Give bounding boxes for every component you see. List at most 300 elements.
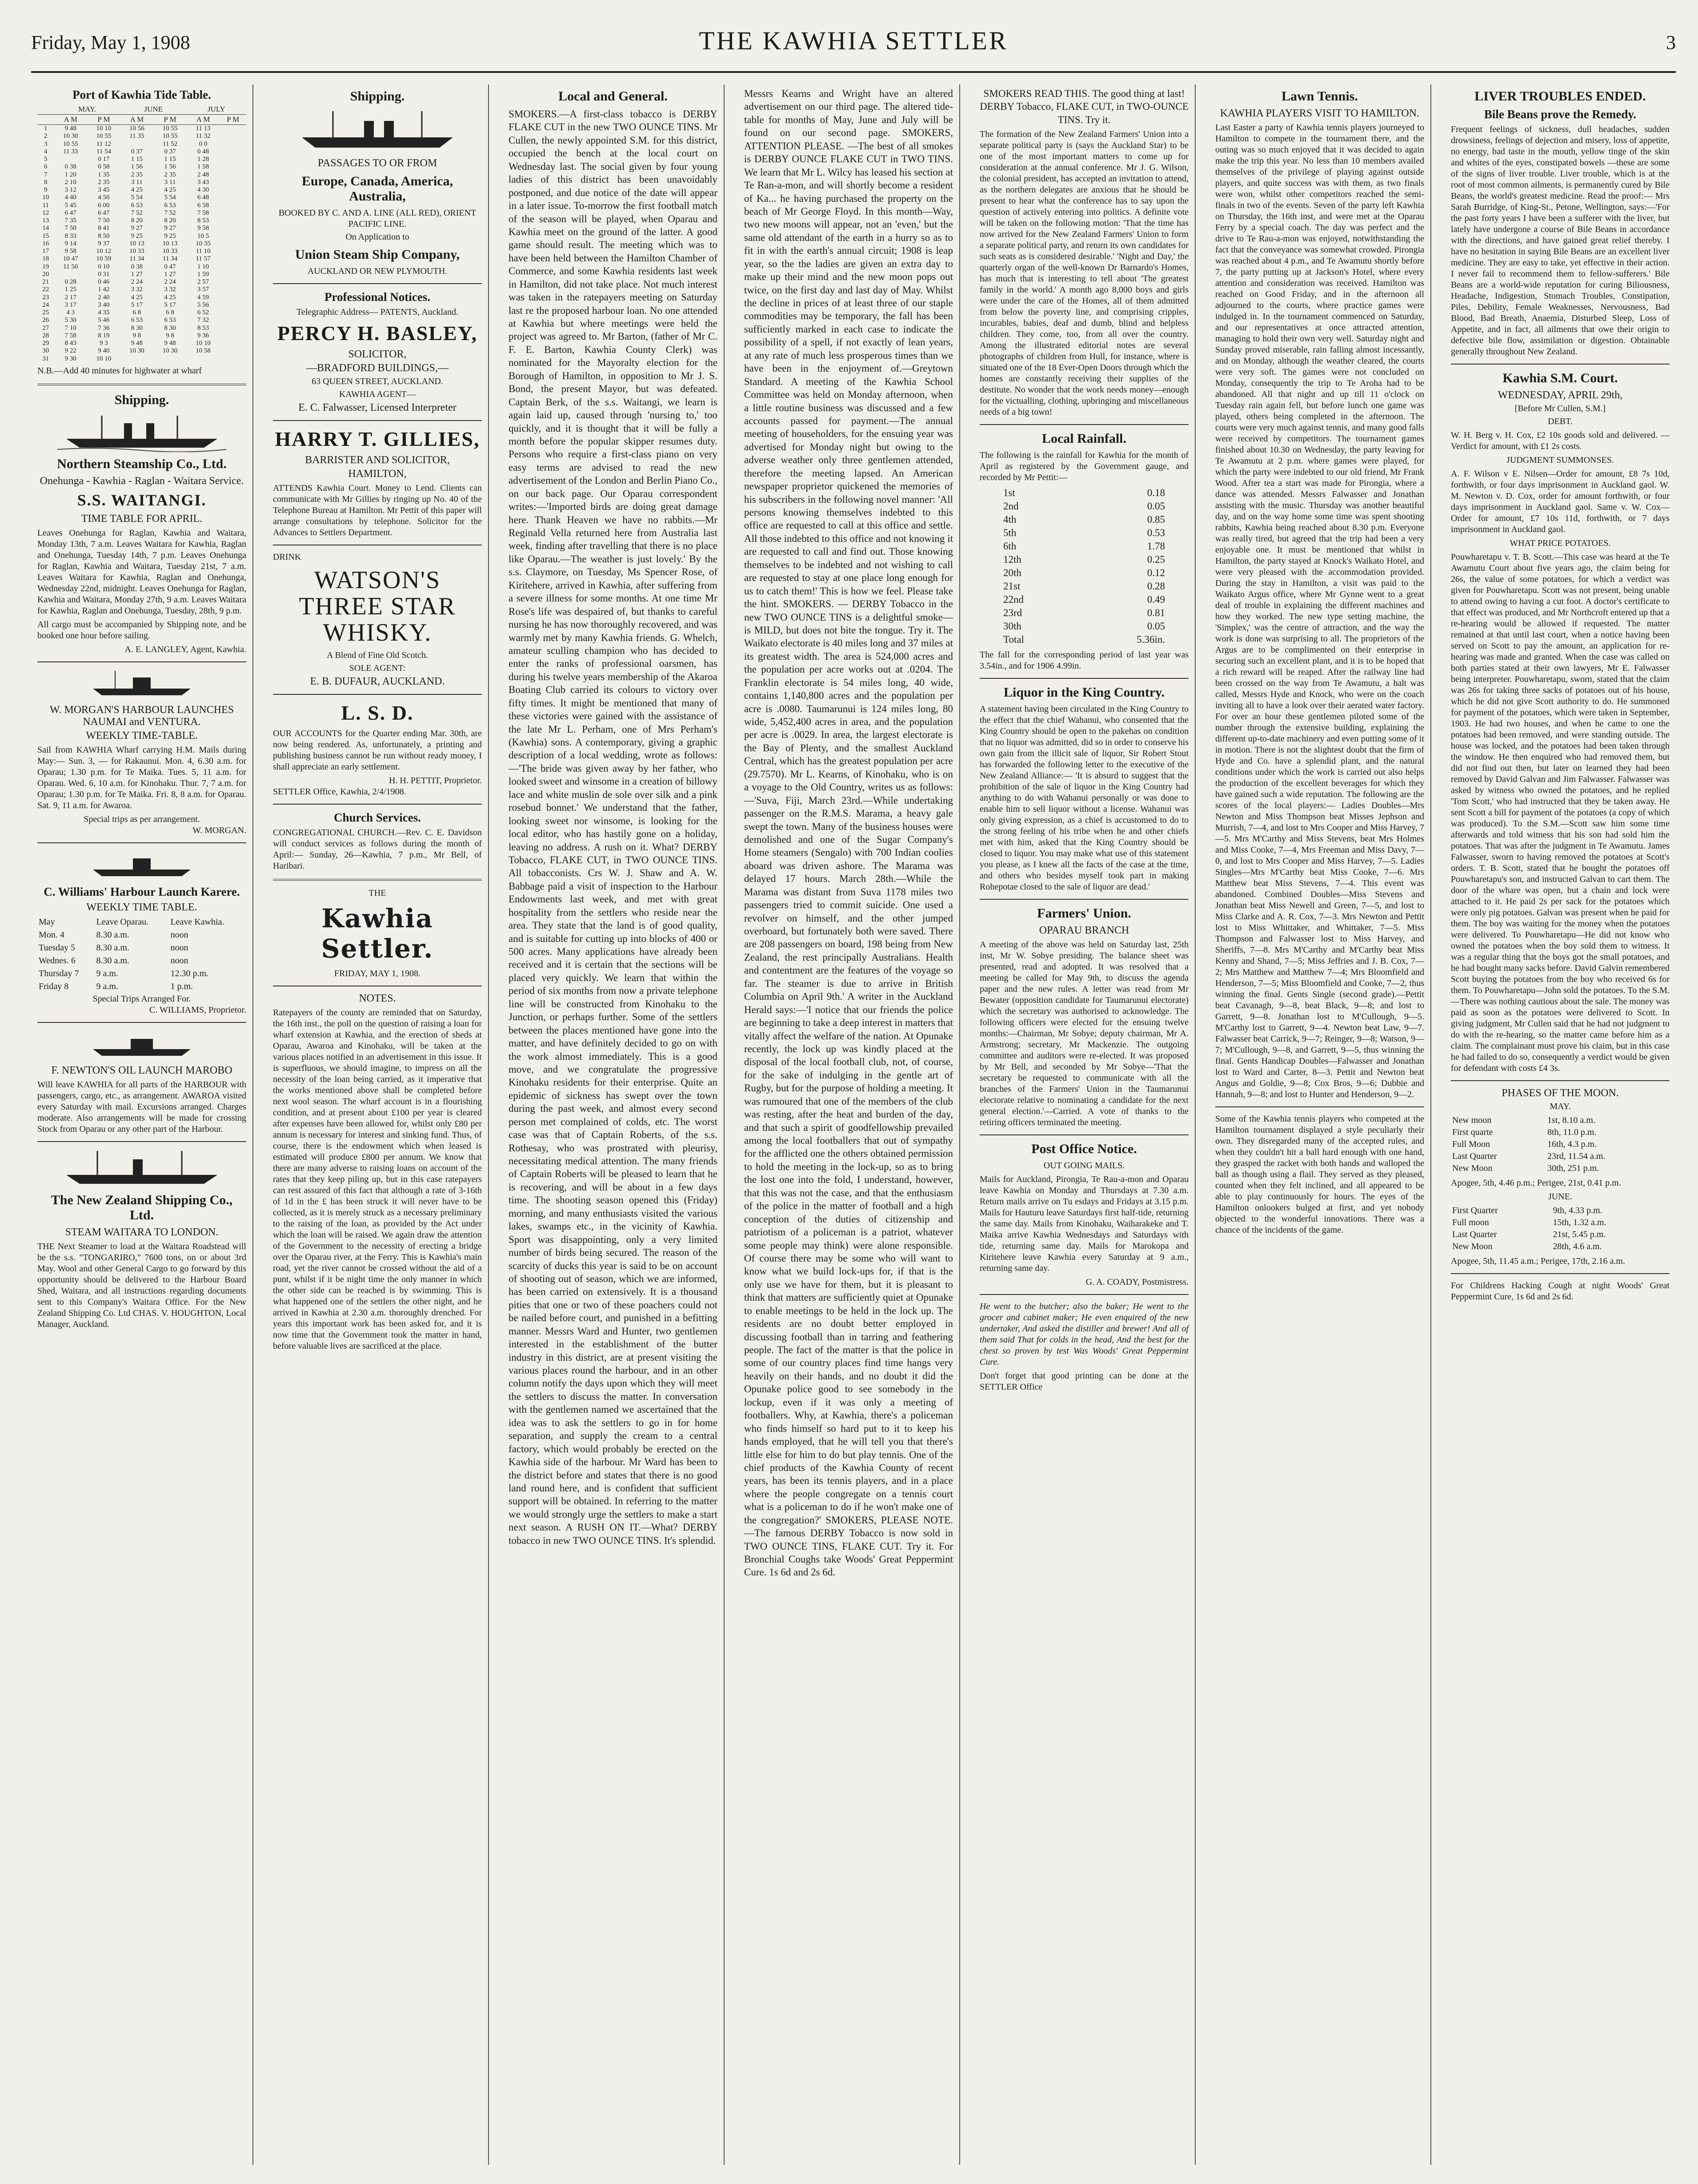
column-2 [267, 84, 489, 2165]
column-1 [31, 84, 253, 2165]
column-4 [738, 84, 960, 2165]
booked-text: BOOKED BY C. AND A. LINE (ALL RED), ORIENT PACIFIC LINE. [278, 208, 477, 229]
local-rainfall-heading: Local Rainfall. [1041, 431, 1126, 446]
tide-cell: 10 55 [162, 132, 178, 140]
tide-row [37, 340, 246, 347]
tide-row [37, 148, 246, 156]
williams-signature: C. WILLIAMS, Proprietor. [149, 1005, 246, 1015]
tide-cell: 10 13 [129, 240, 144, 247]
tide-cell: 10 10 [96, 355, 112, 362]
tide-cell: 4 50 [98, 194, 110, 201]
tide-row [37, 209, 246, 217]
rainfall-note: The fall for the corresponding period of last year was 3.54in., and for 1906 4.99in. [980, 650, 1189, 671]
rainfall-row [1001, 513, 1167, 526]
williams-row [38, 929, 245, 941]
tide-cell: 8 43 [64, 340, 76, 347]
tide-row [37, 255, 246, 263]
tide-cell: 1 56 [131, 163, 143, 171]
tide-cell: 9 8 [132, 332, 141, 339]
tide-cell: 7 50 [98, 217, 110, 224]
williams-cell: Tuesday 5 [39, 942, 76, 953]
tide-cell: 11 32 [196, 132, 211, 140]
tide-cell: 2 40 [98, 293, 110, 301]
debt-heading: DEBT. [1548, 417, 1573, 426]
tide-subhead: A M [120, 115, 154, 125]
tide-cell: 1 27 [164, 270, 176, 278]
tide-cell: 2 10 [64, 178, 76, 186]
church-services-heading: Church Services. [334, 811, 421, 825]
rainfall-row [1001, 487, 1167, 499]
rainfall-cell: 20th [1003, 567, 1021, 579]
williams-row [38, 981, 245, 993]
steamship-illustration [293, 108, 462, 153]
tide-cell: 3 32 [131, 286, 143, 293]
rainfall-cell: 0.28 [1147, 581, 1165, 592]
moon-cell: 15th, 1.32 a.m. [1553, 1218, 1606, 1227]
ship-name: S.S. WAITANGI. [77, 491, 207, 509]
tide-cell: 7 58 [197, 209, 209, 216]
tide-cell: 7 52 [131, 209, 143, 216]
drink-label: DRINK [273, 552, 301, 562]
tide-cell: 9 48 [164, 340, 176, 347]
tide-cell: 10 5 [197, 232, 209, 240]
moon-row [1452, 1241, 1669, 1252]
tide-cell: 4 25 [164, 293, 176, 301]
moon-row [1452, 1127, 1669, 1138]
tide-cell: 10 13 [162, 240, 178, 247]
tide-cell: 11 35 [129, 132, 144, 140]
tide-cell: 4 [44, 148, 48, 155]
tide-cell [54, 156, 88, 163]
tide-row [37, 347, 246, 355]
masthead [31, 18, 1676, 73]
tide-row [37, 271, 246, 278]
williams-cell: May [39, 917, 55, 927]
tide-cell: 9 58 [64, 248, 76, 255]
tide-cell: 1 [44, 125, 48, 132]
shipping-heading: Shipping. [114, 392, 169, 407]
judgment-summonses-heading: JUDGMENT SUMMONSES. [1506, 455, 1614, 465]
tide-cell: 5 54 [164, 194, 176, 201]
tide-cell: 8 [44, 178, 48, 186]
williams-cell: 8.30 a.m. [96, 930, 129, 940]
timetable-heading: TIME TABLE FOR APRIL. [81, 513, 203, 525]
tide-cell: 14 [42, 224, 49, 232]
rainfall-row [1001, 607, 1167, 619]
moon-row [1452, 1217, 1669, 1228]
rainfall-cell: 2nd [1003, 501, 1019, 512]
williams-cell: Wednes. 6 [39, 955, 76, 966]
tide-cell: 10 55 [96, 132, 112, 140]
tide-cell: 8 20 [164, 217, 176, 224]
tide-cell: 8 33 [64, 232, 76, 240]
williams-cell: Leave Oparau. [96, 917, 149, 927]
court-magistrate: [Before Mr Cullen, S.M.] [1514, 404, 1606, 413]
tide-cell: 15 [42, 232, 49, 240]
notes-heading: NOTES. [359, 993, 396, 1005]
launch-illustration [88, 669, 195, 700]
kawhia-agent-label: KAWHIA AGENT— [339, 389, 416, 399]
rainfall-row [1001, 620, 1167, 633]
editorial-date: FRIDAY, MAY 1, 1908. [334, 969, 421, 979]
tide-row [37, 156, 246, 163]
may-moon-table [1451, 1114, 1670, 1175]
tide-cell: 4 25 [131, 293, 143, 301]
rainfall-total: 5.36in. [1137, 634, 1165, 645]
bradford-buildings: —BRADFORD BUILDINGS,— [306, 362, 449, 374]
williams-row [38, 955, 245, 967]
tide-cell: 11 13 [196, 125, 211, 132]
tide-row [37, 240, 246, 248]
nz-shipping-name: The New Zealand Shipping Co., Ltd. [51, 1192, 233, 1222]
tide-cell: 3 11 [164, 178, 176, 186]
moon-cell: 21st, 5.45 p.m. [1553, 1230, 1606, 1239]
williams-cell: Leave Kawhia. [170, 917, 224, 927]
tide-cell: 4 30 [197, 186, 209, 193]
tide-cell [54, 271, 88, 278]
tide-cell: 10 35 [196, 240, 211, 247]
tide-cell: 20 [42, 270, 49, 278]
tide-cell: 6 8 [132, 309, 141, 316]
tide-cell: 7 32 [197, 317, 209, 324]
may-heading: MAY. [1550, 1102, 1571, 1111]
rainfall-cell: 23rd [1003, 607, 1022, 619]
rainfall-row [1001, 540, 1167, 553]
tide-table [37, 104, 246, 363]
tide-cell: 8 30 [131, 324, 143, 332]
tide-cell: 10 30 [129, 347, 144, 355]
professional-notices-heading: Professional Notices. [324, 290, 430, 304]
tide-cell: 3 57 [197, 286, 209, 293]
williams-cell: 1 p.m. [170, 981, 193, 991]
tide-table-body [37, 125, 246, 363]
peppermint-poem: He went to the butcher; also the baker; He went to the grocer and cabinet maker; He even enquired of the new undertaker, And asked the distiller and brewer! And all of them said That for colds in the head, And the best for the chest so proven by test Was Woods' Great Peppermint Cure. [980, 1302, 1189, 1367]
williams-cell: 8.30 a.m. [96, 942, 129, 953]
moon-row [1452, 1229, 1669, 1240]
farmers-union-text: A meeting of the above was held on Saturday last, 25th inst, Mr W. Sobye presiding. The balance sheet was presented, read and adopted. It was resolved that a meeting be called for May 9th, to discuss the agenda paper and the new rules. A letter was read from Mr Bewater (opposition candidate for Taumarunui electorate) which the secretary was authorised to acknowledge. The following officers were elected for the ensuing twelve months:—Chairman, Mr Sobye; deputy chairman, Mr A. Armstrong; secretary, Mr Mackenzie. The outgoing committee and auditors were re-elected. It was proposed by Mr Bell, and seconded by Mr Sobye—'That the secretary be requested to communicate with all the branches of the Farmers' Union in the Taumarunui electorate relative to nominating a candidate for the next general election.'—Carried. A vote of thanks to the retiring officers terminated the meeting. [980, 940, 1189, 1128]
printing-notice: Don't forget that good printing can be done at the SETTLER Office [980, 1371, 1189, 1392]
tide-row [37, 171, 246, 179]
launch-illustration [88, 850, 195, 881]
tide-cell: 1 42 [98, 286, 110, 293]
rainfall-cell: 0.12 [1147, 567, 1165, 579]
tide-cell: 5 45 [64, 201, 76, 209]
moon-cell: 9th, 4.33 p.m. [1553, 1206, 1602, 1215]
rainfall-cell: 4th [1003, 514, 1017, 525]
tide-cell: 0 0 [199, 140, 208, 148]
rainfall-cell: 1st [1003, 487, 1015, 499]
tennis-subheading: KAWHIA PLAYERS VISIT TO HAMILTON. [1220, 108, 1420, 119]
tide-cell: 10 33 [162, 248, 178, 255]
steamship-illustration [57, 412, 226, 452]
tide-cell: 3 [44, 140, 48, 148]
tide-month: JULY [187, 104, 246, 115]
page-number: 3 [1666, 32, 1676, 53]
dufaur-agent: E. B. DUFAUR, AUCKLAND. [310, 676, 445, 688]
rainfall-row [1001, 500, 1167, 513]
tide-cell: 0 31 [98, 270, 110, 278]
moon-cell: First quarte [1452, 1127, 1493, 1137]
tide-row [37, 163, 246, 171]
shipping-heading: Shipping. [350, 89, 405, 104]
tide-cell: 6 53 [164, 201, 176, 209]
tide-cell: 9 27 [131, 224, 143, 232]
williams-cell: noon [170, 955, 188, 966]
steam-route: STEAM WAITARA TO LONDON. [65, 1226, 219, 1238]
tide-cell: 6 48 [197, 194, 209, 201]
tide-cell: 11 10 [196, 248, 211, 255]
tide-cell: 1 59 [197, 270, 209, 278]
tide-cell [120, 140, 154, 148]
tide-cell: 7 10 [64, 324, 76, 332]
tide-cell: 1 20 [64, 171, 76, 178]
tide-cell: 2 35 [164, 171, 176, 178]
tide-cell: 11 12 [96, 140, 111, 148]
tide-cell: 0 37 [164, 148, 176, 155]
newton-text: Will leave KAWHIA for all parts of the HARBOUR with passengers, cargo, etc., as arrangement. AWAROA visited every Saturday with mail. Excursions arranged. Charges moderate. Also arrangements will be made for crossing Stock from Oparau or any other part of the Harbour. [37, 1079, 246, 1134]
tide-cell: 11 34 [129, 255, 144, 263]
moon-phases-heading: PHASES OF THE MOON. [1502, 1087, 1619, 1099]
court-date: WEDNESDAY, APRIL 29th, [1498, 389, 1623, 401]
potatoes-case-text: Pouwharetapu v. T. B. Scott.—This case was heard at the Te Awamutu Court about five years ago, the claim being for 26s, the value of some potatoes, for which a verdict was given for Pouwharetapu. Scott was not present, being unable to attend owing to having a cut foot. A doctor's certificate to that effect was produced, and Mr Northcroft entered up that a re-hearing would be allowed if requested. The matter remained at that until last court, when a notice having been served on Scott to pay the amount, an application for re-hearing was made and granted. When the case was called on both parties stated at their own lawyers, Mr E. Falwasser being interpreter. Pouwharetapu, sworn, stated that the claim was 26s for taking three sacks of potatoes out of his house, which he did not give Scott authority to do. He summoned for payment of the potatoes, which were taken in September, 1903. He had two houses, and when he came to one the potatoes had been removed, and were standing outside. The house was locked, and the potatoes had been taken through the window. He then enquired who had removed them, but did not find out then, but later on learned they had been removed by David Galvan and Jim Falwasser. Falwasser was asked by witness who owned the potatoes, and he replied 'Tom Scott,' who had instructed that they be taken away. He sent Scott a bill for payment of the potatoes (a copy of which was produced). To the S.M.—Scott saw him some time afterwards and told witness that his son had sold him the potatoes. That was after the judgment in Te Awamutu. James Falwasser, sworn to having removed the potatoes at Scott's orders. T. B. Scott, stated that he bought the potatoes off Pouwharetapu's son, and instructed Galvan to cart them. The door of the whare was open, but a chain and lock were attached to it. He paid 2s per sack for the potatoes which were only pig potatoes. Galvan was present when he paid for them. The boy was waiting for the money when the potatoes were delivered. To Pouwharetapu—He did not know who owned the potatoes when the boy sold them to witness. It was a regular thing that the boys got the small potatoes, and he had bought many sacks before. David Galvin remembered Scott buying the potatoes from the boy who received 6s for them. To Pouwharetapu—John sold the potatoes. To the S.M.—There was nothing cautious about the sale. The money was paid as soon as the potatoes were delivered to Scott. In giving judgment, Mr Cullen said that he had not judgment to do with the re-hearing, so the matter came before him as a claim. The complainant must prove his claim, but in this case he had failed to do so, consequently a verdict would be given for defendant with costs £4 3s. [1451, 552, 1670, 1073]
smokers-notice: SMOKERS READ THIS. The good thing at last! DERBY Tobacco, FLAKE CUT, in TWO-OUNCE TINS. Try it. [980, 88, 1189, 125]
rainfall-row [1001, 567, 1167, 579]
on-application: On Application to [345, 232, 409, 242]
tide-cell: 11 [42, 201, 49, 209]
tide-cell: 4 25 [131, 186, 143, 193]
postmistress-signature: G. A. COADY, Postmistress. [1085, 1277, 1189, 1287]
rainfall-row [1001, 553, 1167, 566]
tide-cell: 3 32 [164, 286, 176, 293]
moon-row [1452, 1163, 1669, 1174]
tide-cell: 10 [42, 194, 49, 201]
column-4-text: Messrs Kearns and Wright have an altered advertisement on our third page. The altered tide-table for months of May, June and July will be found on our second page. SMOKERS, ATTENTION PLEASE. —The best of all smokes is DERBY OUNCE FLAKE CUT in TWO TINS. We learn that Mr L. Wilcy has leased his section at Te Ran-a-mon, and will shortly become a resident of Ka... he having purchased the property on the beach of Mr George Floyd. In this month—Way, two new moons will appear, not an 'even,' but the same old attendant of the earth in a hurry so as to fit in with the earth's annual circuit; 1908 is leap year, so the the ladies are given an extra day to make up their mind and the new moon pops out twice, on the first day and last day of May. Whilst the decline in prices of at least three of our staple commodities may be temporary, the fall has been sufficiently marked in each case to indicate the possibility of a spell, if not exactly of lean years, at any rate of much less prosperous times than we have been in the enjoyment of.—Greytown Standard. A meeting of the Kawhia School Committee was held on Monday afternoon, when a little routine business was discussed and a few accounts passed for payment.—The annual meeting of householders, for the ensuing year was advertised for Monday night but owing to the adverse weather only three gentlemen attended, therefore the meeting lapsed. An American newspaper proprietor quickened the memories of his subscribers in the following novel manner: 'All persons knowing themselves indebted to this office are requested to call at this office and settle. All those indebted to this office and not knowing it are requested to call and find out. Those knowing themselves to be indebted and not wishing to call are requested to stay at one place long enough for us to catch them!' This is how we feel. Please take the hint. SMOKERS. — DERBY Tobacco in the new TWO OUNCE TINS is a delightful smoke—is MILD, but does not bite the tongue. Try it. The Waikato electorate is 40 miles long and 37 miles at its greatest width. The area is 524,000 acres and the population per acre works out at .0204. The Franklin electorate is 54 miles long, 40 wide, contains 1,140,800 acres and the population per acre is .0080. Taumarunui is 124 miles long, 80 wide, 5,452,400 acres in area, and the population per acre is .0029. In area, the largest electorate is the Bay of Plenty, and the smallest Auckland Central, which has the greatest population per acre (29.7570). Mr L. Kearns, of Kinohaku, who is on a voyage to the Old Country, writes us as follows:—'Suva, Fiji, March 23rd.—While undertaking passenger on the R.M.S. Marama, a heavy gale swept the town. Many of the business houses were demolished and one of the Sugar Company's Home steamers (Sengalo) with 700 Indian coolies aboard was driven ashore. The Marama was delayed 17 hours. March 28th.—While the Marama was distant from Suva 1178 miles two passengers tried to commit suicide. One used a revolver on himself, and the other jumped overboard, but fortunately both were saved. There are 208 passengers on board, 198 being from New Zealand, the rest principally Australians. Health and contentment are the features of the voyage so far. The steamer is due to arrive in British Columbia on April 9th.' A writer in the Auckland Herald says:—'I notice that our friends the police are beginning to take a deep interest in matters that vitally affect the welfare of the nation. At Opunake recently, the lock up was kindly placed at the disposal of the local football club, not, of course, for the sake of indulging in the gentle art of Rugby, but for the purpose of holding a meeting. It was rumoured that one of the members of the club was resting, after the heat and burden of the day, and that such a spirit of goodfellowship prevailed among the local footballers that out of sympathy for the afflicted one the others obtained permission to hold the meeting in the lock-up, so as to bring the lost one into the fold, I understand, however, that this was not the case, and that the enthusiasm of the police in the matter of football and a high conception of the duties of citizenship and patriotism of a policeman is a patriot, whatever some people may think) were alone responsible. Of course there may be some who will want to know what we build lock-ups for, if that is the only use we have for them, but it is pleasant to think that matters are sufficiently quiet at Opunake to enable meetings to be held in the lock up. The residents are no doubt better employed in discussing football than in tarring and feathering people. The fact of the matter is that the police in some of our country places find time hangs very heavily on their hands, and no doubt it did the Opunake police good to see somebody in the lockup, even if it was only a meeting of footballers. Why, at Kawhia, there's a policeman who finds himself so hard put to it to keep his hands employed, that he will tell you that there's little else for him to do but play tennis. One of the chief products of the Kawhia County of recent years, has been its tennis players, and in a place where the people congregate on a tennis court what is a policeman to do if he won't make one of the congregation?' SMOKERS, PLEASE NOTE.—The famous DERBY Tobacco is now sold in TWO OUNCE TINS, FLAKE CUT. Try it. For Bronchial Coughs take Woods' Great Peppermint Cure. 1s 6d and 2s 6d. [744, 88, 953, 1578]
tide-cell: 7 50 [64, 224, 76, 232]
kawhia-settler-title: Kawhia Settler. [321, 903, 434, 964]
tide-cell: 31 [42, 355, 49, 362]
newton-launch: F. NEWTON'S OIL LAUNCH MAROBO [51, 1064, 232, 1076]
lsd-signature: H. H. PETTIT, Proprietor. [388, 776, 482, 786]
weekly-timetable-heading: WEEKLY TIME-TABLE. [86, 729, 198, 741]
tide-cell: 2 24 [164, 278, 176, 285]
morgan-signature: W. MORGAN. [192, 825, 246, 835]
tide-cell: 10 33 [129, 248, 144, 255]
tennis-text: Last Easter a party of Kawhia tennis players journeyed to Hamilton to compete in the tournament there, and the outing was so much enjoyed that it was decided to again make the trip this year. No less than 10 members availed themselves of the privilege of playing against outside players, and quite success was with them, as two finals were won, whilst other competitors reached the semi-finals in two of the events. Seven of the party left Kawhia on Thursday, the 16th inst, and were met at the Oparau Ferry by a special coach. The day was perfect and the drive to Te Rau-a-mon was enjoyed, notwithstanding the fact that the conveyance was somewhat crowded. Pirongia was reached about 4 p.m., and Te Awamutu shortly before 7, the party putting up at Jackson's Hotel, where every attention and consideration was received. Hamilton was reached on Good Friday, and in the afternoon all adjourned to the courts, where practice games were indulged in. In the tournament commenced on Saturday, and our representatives at once attracted attention, managing to hold their own very well. Saturday night and Sunday proved miserable, rain falling almost incessantly, and on Monday, although the weather cleared, the courts were very soft. The games were not concluded on Monday, consequently the trip to Te Aroha had to be abandoned. All that night and up till 11 o'clock on Tuesday rain again fell, but before lunch one game was played, others being completed in the afternoon. The courts were very much against tennis, and many good falls were received by competitors. The tournament games finished about 10.30 on Wednesday, the party leaving for Te Awamutu at 2 p.m. where games were played, for which the party were indebted to our old friend, Mr Frank Wood. After tea a start was made for Pirongia, where a dance was attended. Messrs Falwasser and Jonathan assisting with the music. Thursday was another beautiful day, and on the way home some time was spent shooting rabbits, Kawhia being reached about 8.30 p.m. Everyone was really tired, but agreed that the trip had been a very enjoyable one. It must be mentioned that whilst in Hamilton, the party stayed at Knock's Waikato Hotel, and were very pleased with the accommodation provided. During the stay in Hamilton, a visit was paid to the Waikato Argus office, where Mr Gynne went to a great deal of trouble in explaining the different machines and how they worked. The new type setting machine, the 'Simplex,' was the centre of attraction, and the way the work is done was surprising to all. The proprietors of the Argus are to be complimented on their enterprise in securing such an excellent plant, and it is to be hoped that a rich reward will be reaped. After the railway line had been crossed on the way from Te Awamutu, a halt was called, Messrs Hyde and Knock, who were on the coach inviting all to have a look over their aerated water factory. For over an hour these gentlemen piloted some of the number through the extensive building, explaining the different up-to-date machinery and even putting some of it in motion. There is not the slightest doubt that the firm of Hyde and Co. have a splendid plant, and the natural conditions under which the work is carried out also helps the production of the excellent beverages for which they have gained such a wide reputation. The following are the scores of the local players:— Ladies Doubles—Mrs Newton and Miss Thompson beat Misses Jephson and Murrish, 7—4, and lost to Mrs Cooper and Miss Harvey, 7—5. Mrs M'Carthy and Miss Stevens, beat Mrs Holmes and Miss Cooke, 7—4, Mrs Freeman and Miss Davy, 7—0, and lost to Mrs Cooper and Miss Harvey, 7—5. Ladies Singles—Mrs M'Carthy beat Miss Cooke, 7—6. Mrs Matthew beat Miss Stevens, 7—4. This event was abandoned. Combined Doubles—Miss Stevens and Jonathan beat Miss Newell and Green, 7—5, and lost to Miss Clarke and A. R. Cox, 7—3. Mrs Newton and Pettit lost to Miss Whittaker, and Whittaker, 7—5. Miss Thompson and Falwasser lost to Miss Harvey, and Sheriffs, 7—8. Mrs M'Carthy and M'Carthy beat Miss Kenny and Shand, 7—5; Miss Jeffries and J. B. Cox, 7—2; Mrs Matthew and Matthew 7—4; Mrs Bloomfield and Henderson, 7—5; Miss Bloomfield and Cooke, 7—2, thus winning the final. Gents Single (second grade).—Pettit beat Cavanagh, 9—8, beat Black, 9—8; and lost to Garrett, 9—8. Jonathan lost to M'Cullough, 9—5. M'Carthy lost to Garrett, 9—4. Newton beat Law, 9—7. Falwasser beat Carrick, 9—7; Reinger, 9—8; Watson, 9—7; M'Cullough, 9—8, and Garrett, 9—5, thus winning the final. Gents Handicap Doubles—Falwasser and Jonathan lost to Ward and Carter, 8—3. Pettit and Newton beat Angus and Goldie, 9—8; Cox Bros, 9—6; Dubbie and Hannah, 9—8; and lost to Hunter and Henderson, 9—2. [1215, 123, 1424, 1099]
tide-cell: 9 30 [64, 355, 76, 362]
rainfall-intro: The following is the rainfall for Kawhia for the month of April as registered by the Government gauge, and recorded by Mr Pettit:— [980, 450, 1189, 483]
liver-troubles-heading: LIVER TROUBLES ENDED. [1474, 89, 1646, 104]
tide-cell: 10 10 [196, 340, 211, 347]
rainfall-cell: 0.18 [1147, 487, 1165, 499]
june-heading: JUNE. [1548, 1192, 1572, 1202]
rainfall-cell: 1.78 [1147, 541, 1165, 552]
tide-cell: 8 50 [98, 232, 110, 240]
tide-cell: 6 [44, 163, 48, 171]
moon-cell: Last Quarter [1452, 1151, 1497, 1161]
tide-cell: 0 37 [131, 148, 143, 155]
tide-cell: 3 45 [98, 186, 110, 193]
tide-cell: 5 46 [98, 317, 110, 324]
rainfall-total-label: Total [1003, 634, 1024, 645]
tide-row [37, 286, 246, 293]
tide-cell: 0 58 [98, 163, 110, 171]
tide-cell: 9 22 [64, 347, 76, 355]
tide-cell: 10 10 [96, 125, 112, 132]
tide-cell: 24 [42, 301, 49, 309]
tide-row [37, 194, 246, 201]
williams-cell: Mon. 4 [39, 930, 64, 940]
tide-cell: 5 17 [131, 301, 143, 309]
tide-cell: 1 56 [164, 163, 176, 171]
moon-row [1452, 1205, 1669, 1216]
tide-cell: 19 [42, 263, 49, 270]
tide-cell: 8 30 [164, 324, 176, 332]
tide-cell: 10 58 [196, 347, 211, 355]
tide-cell: 10 30 [162, 347, 178, 355]
tide-cell: 9 8 [166, 332, 174, 339]
rainfall-cell: 5th [1003, 527, 1017, 539]
tide-row [37, 294, 246, 301]
tide-cell: 4 59 [197, 293, 209, 301]
moon-cell: 8th, 11.0 p.m. [1547, 1127, 1597, 1137]
tide-row [37, 217, 246, 224]
tide-cell: 26 [42, 317, 49, 324]
williams-cell: 9 a.m. [96, 968, 118, 978]
tide-cell: 7 35 [64, 217, 76, 224]
tide-cell: 1 15 [164, 156, 176, 163]
union-locations: AUCKLAND OR NEW PLYMOUTH. [307, 266, 448, 276]
harry-gillies-name: HARRY T. GILLIES, [275, 428, 480, 450]
tide-cell: 9 14 [64, 240, 76, 247]
tide-row [37, 232, 246, 240]
williams-timetable-heading: WEEKLY TIME TABLE. [86, 901, 197, 913]
tide-cell: 9 27 [164, 224, 176, 232]
issue-date: Friday, May 1, 1908 [31, 32, 190, 53]
liquor-heading: Liquor in the King Country. [1003, 685, 1165, 700]
tide-cell: 21 [42, 278, 49, 285]
moon-cell: Full moon [1452, 1218, 1489, 1227]
may-apogee: Apogee, 5th, 4.46 p.m.; Perigee, 21st, 0.41 p.m. [1451, 1178, 1621, 1188]
tide-cell: 10 47 [63, 255, 78, 263]
williams-row [38, 968, 245, 980]
tide-cell: 11 54 [96, 148, 111, 155]
falwasser-interpreter: E. C. Falwasser, Licensed Interpreter [298, 402, 457, 413]
launch-illustration [88, 1029, 195, 1060]
tide-row [37, 309, 246, 317]
tide-row [37, 125, 246, 133]
telegraphic-address: Telegraphic Address— PATENTS, Auckland. [296, 307, 458, 317]
special-trips: Special trips as per arrangement. [84, 814, 200, 824]
tide-cell: 4 35 [98, 309, 110, 316]
steamship-illustration [57, 1148, 226, 1188]
moon-cell: Full Moon [1452, 1139, 1490, 1149]
lsd-text: OUR ACCOUNTS for the Quarter ending Mar. 30th, are now being rendered. As, unfortunately, a printing and publishing business cannot be run without ready money, I shall appreciate an early settlement. [273, 729, 482, 772]
northern-steamship-name: Northern Steamship Co., Ltd. [57, 456, 227, 471]
williams-cell: 12.30 p.m. [170, 968, 208, 978]
newspaper-title: THE KAWHIA SETTLER [699, 26, 1008, 55]
moon-cell: 16th, 4.3 p.m. [1547, 1139, 1597, 1149]
tide-row [37, 325, 246, 332]
williams-launch: C. Williams' Harbour Launch Karere. [44, 885, 240, 898]
tide-cell: 10 55 [162, 125, 178, 132]
tide-cell: 7 58 [64, 332, 76, 339]
tide-cell: 16 [42, 240, 49, 247]
tide-table-title: Port of Kawhia Tide Table. [72, 88, 211, 101]
tide-cell: 0 46 [98, 278, 110, 285]
tide-subhead: A M [54, 115, 88, 125]
moon-cell: New Moon [1452, 1163, 1493, 1173]
williams-cell: Thursday 7 [39, 968, 79, 978]
tide-cell: 9 58 [197, 224, 209, 232]
june-apogee: Apogee, 5th, 11.45 a.m.; Perigee, 17th, 2.16 a.m. [1451, 1256, 1625, 1266]
tide-cell: 1 10 [197, 263, 209, 270]
tide-cell: 1 35 [98, 171, 110, 178]
tide-cell: 6 47 [64, 209, 76, 216]
tide-cell: 4 25 [164, 186, 176, 193]
sole-agent-label: SOLE AGENT: [349, 663, 406, 673]
tide-cell: 5 17 [164, 301, 176, 309]
tide-cell: 11 57 [196, 255, 211, 263]
liquor-text: A statement having been circulated in the King Country to the effect that the chief Wahanui, who consented that the King Country should be open to the pakehas on condition that no liquor was admitted, did so in order to conserve his own gain from the illicit sale of liquor, Sir Robert Stout has forwarded the following letter to the executive of the New Zealand Alliance:— 'It is absurd to suggest that the prohibition of the sale of liquor in the King Country had anything to do with Wahanui personally or was done to enable him to sell liquor without a license. Wahanui was only giving expression, as a chief is accustomed to do to the strong feeling of his tribe when he and other chiefs met with him, asked that the King Country should be closed to liquor. You may make what use of this statement you please, as I knew all the facts of the case at the time, and others who besides myself took part in making Rohepotae closed to the sale of liquor are dead.' [980, 704, 1189, 892]
moon-cell: Last Quarter [1452, 1230, 1497, 1239]
williams-cell: 9 a.m. [96, 981, 118, 991]
tide-note: N.B.—Add 40 minutes for highwater at wharf [37, 365, 202, 376]
tide-cell: 12 [42, 209, 49, 216]
rainfall-cell: 21st [1003, 581, 1021, 592]
tide-cell: 11 50 [63, 263, 78, 270]
moon-row [1452, 1151, 1669, 1162]
tide-row [37, 179, 246, 186]
tide-month: MAY. [54, 104, 120, 115]
tide-cell: 11 33 [63, 148, 78, 155]
tide-cell: 8 41 [98, 224, 110, 232]
tide-cell: 1 25 [64, 286, 76, 293]
newspaper-page [31, 18, 1676, 2169]
moon-row [1452, 1139, 1669, 1150]
tide-cell: 13 [42, 217, 49, 224]
local-general-heading: Local and General. [558, 89, 668, 104]
moon-cell: First Quarter [1452, 1206, 1498, 1215]
outgoing-mails: OUT GOING MAILS. [1043, 1161, 1125, 1171]
solicitor-title: SOLICITOR, [348, 349, 407, 360]
tide-cell: 22 [42, 286, 49, 293]
tide-cell: 2 35 [98, 178, 110, 186]
tide-cell: 28 [42, 332, 49, 339]
watsons-whisky: WATSON'S THREE STAR WHISKY. [299, 566, 456, 646]
tide-cell: 8 19 [98, 332, 110, 339]
tide-cell: 9 36 [197, 332, 209, 339]
rainfall-cell: 6th [1003, 541, 1017, 552]
passages-text: PASSAGES TO OR FROM [317, 157, 437, 169]
williams-timetable [37, 915, 246, 994]
tide-cell: 3 12 [64, 186, 76, 193]
rainfall-cell: 0.05 [1147, 621, 1165, 632]
court-heading: Kawhia S.M. Court. [1502, 371, 1618, 385]
whisky-blend: A Blend of Fine Old Scotch. [327, 650, 428, 661]
tide-cell: 6 53 [131, 317, 143, 324]
oparau-branch: OPARAU BRANCH [1039, 925, 1129, 937]
farmers-union-heading: Farmers' Union. [1037, 906, 1131, 921]
tide-cell: 4 3 [66, 309, 75, 316]
column-5 [973, 84, 1196, 2165]
tide-row [37, 278, 246, 286]
tide-cell: 0 10 [98, 263, 110, 270]
bile-beans-text: Frequent feelings of sickness, dull headaches, sudden drowsiness, feelings of dejection and misery, loss of appetite, no energy, bad taste in the mouth, yellow tinge of the skin and whites of the eyes, constipated bowels —these are some of the signs of liver trouble. Liver trouble, which is at the root of most common ailments, is permanently cured by Bile Beans, the world's greatest medicine. Read the proof:— Mrs Sarah Burridge, of King-St., Petone, Wellington, says:—'For the past forty years I have been a sufferer with the liver, but lately have undergone a course of Bile Beans in accordance with the directions, and have gained great relief thereby. I have no hesitation in saying Bile Beans are an excellent liver medicine. They are easy to take, yet effective in their action. I never fail to recommend them to fellow-sufferers.' Bile Beans are a world-wide reputation for curing Biliousness, Headache, Indigestion, Stomach Troubles, Constipation, Piles, Debility, Female Weaknesses, Nervousness, Bad Blood, Bad Breath, Anaemia, Disturbed Sleep, Loss of Appetite, and in fact, all ailments that owe their origin to defective bile flow, assimilation or digestion. Obtainable generally throughout New Zealand. [1451, 124, 1670, 357]
post-office-text: Mails for Auckland, Pirongia, Te Rau-a-mon and Oparau leave Kawhia on Monday and Thursdays at 7.30 a.m. Return mails arrive on Tu esdays and Fridays at 3.15 p.m. Mails for Hauturu leave Saturdays first half-tide, returning the same day. Mails from Kinohaku, Waiharakeke and T. Maika arrive Kawhia Wednesdays and Saturdays with tide, returning same day. Mails for Marokopa and Kiritehere leave Kawhia every Saturday at 9 a.m., returning same day. [980, 1174, 1189, 1274]
the-label: THE [368, 888, 386, 898]
timetable-text: Leaves Onehunga for Raglan, Kawhia and Waitara, Monday 13th, 7 a.m. Leaves Waitara for Kawhia, Raglan and Onehunga, Tuesday 14th, 7 p.m. Leaves Onehunga for Raglan, Kawhia and Waitara, Tuesday 21st, 7 a.m. Leaves Waitara for Kawhia, Raglan and Onehunga, Wednesday 22nd, midnight. Leaves Onehunga for Raglan, Kawhia and Waitara, Monday 27th, 9 a.m. Leaves Waitara for Kawhia, Raglan and Onehunga, Tuesday, 28th, 9 p.m. [37, 528, 246, 616]
tide-row [37, 263, 246, 271]
